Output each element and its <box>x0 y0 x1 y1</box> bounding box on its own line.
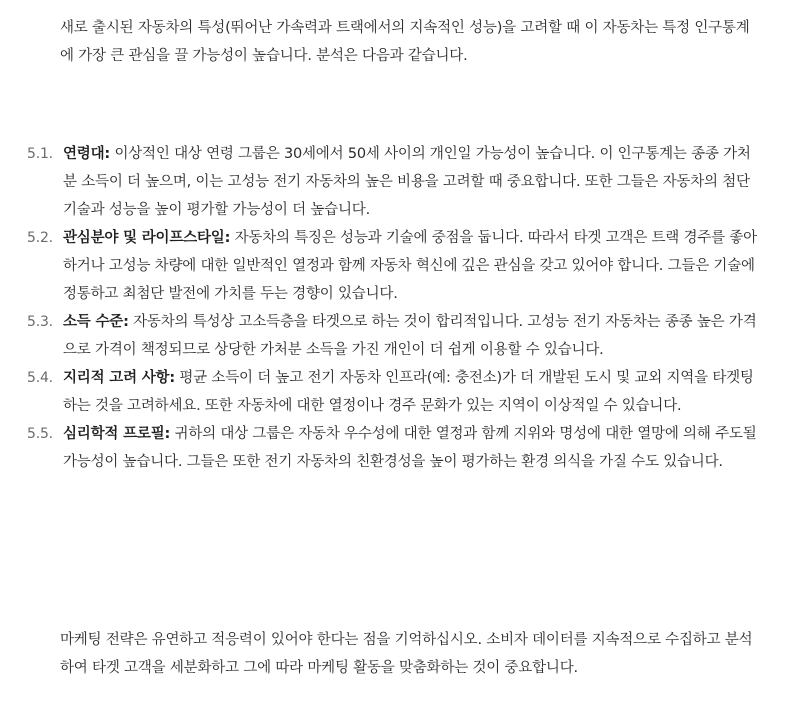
list-item-text: 자동차의 특성상 고소득층을 타겟으로 하는 것이 합리적입니다. 고성능 전기 자동차는 종종 높은 가격으로 가격이 책정되므로 상당한 가처분 소득을 가진 개인이 더 쉽게 이용할 수 있습니다. <box>63 314 757 358</box>
intro-paragraph: 새로 출시된 자동차의 특성(뛰어난 가속력과 트랙에서의 지속적인 성능)을 고려할 때 이 자동차는 특정 인구통계에 가장 큰 관심을 끌 가능성이 높습니다. 분석은 다음과 같습니다. <box>60 20 750 64</box>
list-item-text: 평균 소득이 더 높고 전기 자동차 인프라(예: 충전소)가 더 개발된 도시 및 교외 지역을 타겟팅하는 것을 고려하세요. 또한 자동차에 대한 열정이나 경주 문화가 있는 지역이 이상적일 수 있습니다. <box>63 370 754 414</box>
list-item-number: 5.4. <box>27 370 53 386</box>
list-item-title: 관심분야 및 라이프스타일: <box>63 230 231 246</box>
list-item-title: 연령대: <box>63 146 111 162</box>
list-item-title: 소득 수준: <box>63 314 129 330</box>
list-item-number: 5.2. <box>27 230 53 246</box>
list-item-psychographic <box>0 420 763 476</box>
list-item-title: 지리적 고려 사항: <box>63 370 175 386</box>
analysis-list <box>0 140 802 476</box>
list-item-geography <box>0 364 763 420</box>
list-item-number: 5.3. <box>27 314 53 330</box>
list-item-number: 5.1. <box>27 146 53 162</box>
list-item-text: 자동차의 특징은 성능과 기술에 중점을 둡니다. 따라서 타겟 고객은 트랙 경주를 좋아하거나 고성능 차량에 대한 일반적인 열정과 함께 자동차 혁신에 깊은 관심을 갖고 있어야 합니다. 그들은 기술에 정통하고 최첨단 발전에 가치를 두는 경향이 있습니다. <box>63 230 757 302</box>
list-item-income <box>0 308 763 364</box>
list-item-title: 심리학적 프로필: <box>63 426 171 442</box>
list-item-number: 5.5. <box>27 426 53 442</box>
list-item-text: 이상적인 대상 연령 그룹은 30세에서 50세 사이의 개인일 가능성이 높습니다. 이 인구통계는 종종 가처분 소득이 더 높으며, 이는 고성능 전기 자동차의 높은 비용을 고려할 때 중요합니다. 또한 그들은 자동차의 첨단 기술과 성능을 높이 평가할 가능성이 더 높습니다. <box>63 146 751 218</box>
list-item-age <box>0 140 763 224</box>
list-item-text: 귀하의 대상 그룹은 자동차 우수성에 대한 열정과 함께 지위와 명성에 대한 열망에 의해 주도될 가능성이 높습니다. 그들은 또한 전기 자동차의 친환경성을 높이 평가하는 환경 의식을 가질 수도 있습니다. <box>63 426 757 470</box>
outro-paragraph: 마케팅 전략은 유연하고 적응력이 있어야 한다는 점을 기억하십시오. 소비자 데이터를 지속적으로 수집하고 분석하여 타겟 고객을 세분화하고 그에 따라 마케팅 활동을 맞춤화하는 것이 중요합니다. <box>60 632 753 676</box>
list-item-interests <box>0 224 763 308</box>
